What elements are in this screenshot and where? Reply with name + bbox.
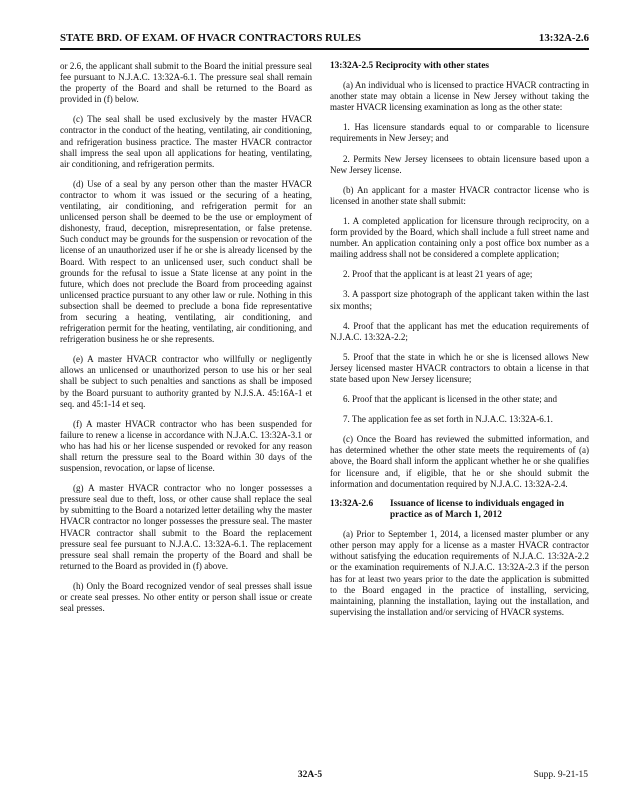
paragraph-2-5-a-2: 2. Permits New Jersey licensees to obtain licensure based upon a New Jersey license. [330, 153, 589, 175]
paragraph-2-5-a-1: 1. Has licensure standards equal to or comparable to licensure requirements in New Jersey; and [330, 122, 589, 144]
header-section-number: 13:32A-2.6 [538, 32, 589, 44]
section-heading-2-6 [330, 499, 589, 521]
section-number: 13:32A-2.6 [330, 498, 374, 509]
paragraph-2-5-b-2: 2. Proof that the applicant is at least 21 years of age; [343, 269, 533, 280]
section-title: Issuance of license to individuals engaged in practice as of March 1, 2012 [390, 498, 565, 520]
paragraph-2-5-b-3: 3. A passport size photograph of the applicant taken within the last six months; [330, 289, 589, 311]
page-number: 32A-5 [297, 770, 323, 780]
paragraph-d: (d) Use of a seal by any person other than the master HVACR contractor to whom it was issued or the securing of a heating, ventilating, air conditioning, and refrigeration permit for an unlicensed person shall be deemed to be the use or employment of dishonesty, fraud, deception, misrepresentation, or false pretense. Such conduct may be grounds for the suspension or revocation of the license of an unauthorized user if he or she is already licensed by the Board. With respect to an unlicensed user, such conduct shall be grounds for the refusal to issue a State license at any point in the future, which does not preclude the Board from proceeding against unlicensed practice pursuant to any other law or rule. Nothing in this subsection shall be deemed to preclude a bona fide representative from securing a heating, ventilating, air conditioning, and refrigeration permit for the heating, ventilating, air conditioning, and refrigeration business he or she represents. [60, 178, 312, 345]
paragraph-2-5-a: (a) An individual who is licensed to practice HVACR contracting in another state may obtain a license in New Jersey without taking the master HVACR licensing examination as long as the other state: [330, 80, 589, 113]
paragraph-e: (e) A master HVACR contractor who willfully or negligently allows an unlicensed or unauthorized person to use his or her seal shall be subject to such penalties and sanctions as shall be imposed by the Board pursuant to authority granted by N.J.S.A. 45:16A-1 et seq. and 45:1-14 et seq. [60, 354, 312, 409]
right-column [330, 61, 589, 627]
paragraph-2-5-b-1: 1. A completed application for licensure through reciprocity, on a form provided by the Board, which shall include a full street name and number. An application containing only a post office box number as a mailing address shall not be considered a complete application; [330, 215, 589, 260]
supplement-date: Supp. 9-21-15 [533, 770, 588, 780]
paragraph-2-5-b-7: 7. The application fee as set forth in N.J.A.C. 13:32A-6.1. [343, 414, 553, 425]
header-title: STATE BRD. OF EXAM. OF HVACR CONTRACTORS RULES [60, 32, 362, 44]
left-column [60, 61, 312, 623]
paragraph-2-6-a: (a) Prior to September 1, 2014, a licensed master plumber or any other person may apply for a license as a master HVACR contractor without satisfying the education requirements of N.J.A.C. 13:32A-2.2 or the examination requirements of N.J.A.C. 13:32A-2.3 if the person has for at least two years prior to the date the application is submitted to the Board engaged in the practice of installing, servicing, maintaining, planning the installation, laying out the installation, and supervising the installation and/or servicing of HVACR systems. [330, 529, 589, 617]
paragraph-2-5-b-6: 6. Proof that the applicant is licensed in the other state; and [343, 394, 558, 405]
paragraph-f: (f) A master HVACR contractor who has been suspended for failure to renew a license in accordance with N.J.A.C. 13:32A-3.1 or who has had his or her license suspended or revoked for any reason shall return the pressure seal to the Board within 30 days of the suspension, revocation, or lapse of license. [60, 418, 312, 474]
section-heading-2-5: 13:32A-2.5 Reciprocity with other states [330, 61, 489, 71]
paragraph-2-5-b-4: 4. Proof that the applicant has met the education requirements of N.J.A.C. 13:32A-2.2; [330, 320, 589, 342]
paragraph-h: (h) Only the Board recognized vendor of seal presses shall issue or create seal presses. No other entity or person shall issue or create seal presses. [60, 580, 312, 614]
paragraph-c: (c) The seal shall be used exclusively by the master HVACR contractor in the conduct of the heating, ventilating, air conditioning, and refrigeration business practice. The master HVACR contractor shall impress the seal upon all applications for heating, ventilating, air conditioning, and refrigeration permits. [60, 114, 312, 169]
paragraph-continued: or 2.6, the applicant shall submit to the Board the initial pressure seal fee pursuant to N.J.A.C. 13:32A-6.1. The pressure seal shall remain the property of the Board and shall be returned to the Board as provided in (f) below. [60, 61, 312, 105]
paragraph-2-5-c: (c) Once the Board has reviewed the submitted information, and has determined whether the other state meets the requirements of (a) above, the Board shall inform the applicant whether he or she qualifies for licensure and, if eligible, that he or she should submit the information and documentation required by N.J.A.C. 13:32A-2.4. [330, 434, 589, 489]
paragraph-g: (g) A master HVACR contractor who no longer possesses a pressure seal due to theft, loss, or other cause shall replace the seal by submitting to the Board a notarized letter detailing why the master HVACR contractor no longer possesses the pressure seal. The master HVACR contractor shall submit to the Board the replacement pressure seal fee pursuant to N.J.A.C. 13:32A-6.1. The replacement pressure seal shall remain the property of the Board and shall be returned to the Board as provided in (f) above. [60, 483, 312, 571]
paragraph-2-5-b-5: 5. Proof that the state in which he or she is licensed allows New Jersey licensed master HVACR contractors to obtain a license in that state based upon New Jersey licensure; [330, 351, 589, 384]
running-header [60, 32, 589, 50]
paragraph-2-5-b: (b) An applicant for a master HVACR contractor license who is licensed in another state shall submit: [330, 184, 589, 206]
